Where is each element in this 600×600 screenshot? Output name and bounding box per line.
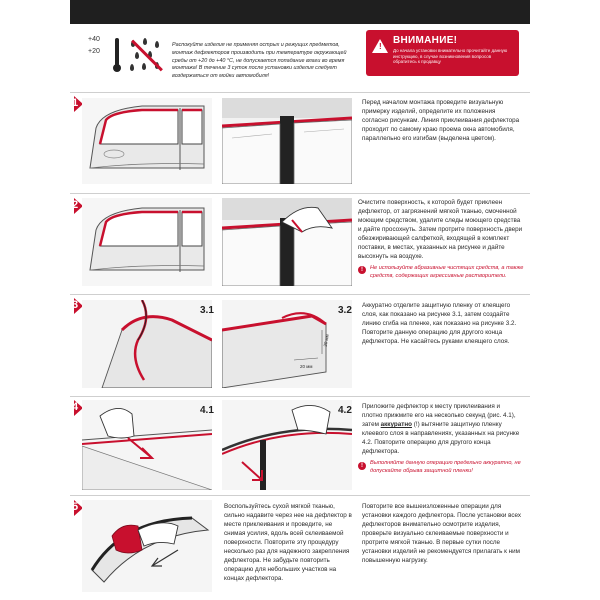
- thermometer-icon: [113, 38, 121, 74]
- step-4-text-part-1: Приложите дефлектор к месту приклеивания и плотно прижмите его на несколько секунд (рис. 4.1), затем: [362, 403, 516, 428]
- step-3-image-b: [222, 300, 352, 388]
- step-5-number: 5: [72, 501, 79, 513]
- step-4-label-a: 4.1: [200, 405, 214, 416]
- step-2-note: Не используйте абразивные чистящих средств, а также средств, содержащих агрессивные растворители.: [370, 265, 524, 279]
- step-1-text: Перед началом монтажа проведите визуальную примерку изделий, определите их положения согласно рисункам. Линия приклеивания дефлектора проходит по самому краю проема окна автомобиля, параллельно его изгибам (выделена цветом).: [362, 99, 520, 142]
- step-1-image-a: [82, 98, 212, 184]
- step-3-image-a: [82, 300, 212, 388]
- step-1-image-b: [222, 98, 352, 184]
- step-4-image-a: [82, 400, 212, 490]
- divider: [70, 294, 530, 295]
- step-4-text-part-2: (!) вытяните защитную пленку клеевого слоя в направлениях, указанных на рисунке 4.2. Повторите операцию для другого конца дефлектора.: [362, 421, 520, 455]
- step-2-text: Очистите поверхность, к которой будет приклеен дефлектор, от загрязнений мягкой тканью, смоченной моющим средством, удалите следы моющего средства и дайте просохнуть. Затем протрите поверхность двери обезжиривающей салфеткой, входящей в комплект поставки, в местах, указанных на рисунке и дайте высохнуть на воздухе.: [358, 199, 523, 260]
- divider: [70, 495, 530, 496]
- step-4-number: 4: [72, 401, 79, 413]
- divider: [70, 92, 530, 93]
- intro-text: Распокуйте изделия не применяя острых и режущих предметов, монтаж дефлекторов производить при температуре окружающей среды от +20 до +40 °С, не допускается попадание влаги во время монтажа! В течение 3 суток после установки изделия следует воздержаться от мойки автомобиля!: [172, 42, 347, 80]
- top-dark-band: [70, 0, 530, 24]
- temp-low: +20: [88, 48, 100, 55]
- step-3-text: Аккуратно отделите защитную пленку от клеящего слоя, как показано на рисунке 3.1, затем создайте линию сгиба на пленке, как показано на рисунке 3.2. Повторите данную операцию для другого конца дефлектора. Не касайтесь руками клеящего слоя.: [362, 302, 517, 345]
- divider: [70, 193, 530, 194]
- step-3-dim-vertical: 20 мм: [322, 333, 330, 348]
- warning-icon: !: [372, 39, 388, 53]
- step-1-number: 1: [72, 97, 79, 109]
- step-4-label-b: 4.2: [338, 405, 352, 416]
- step-5-image: [82, 500, 212, 592]
- warning-text: До начала установки внимательно прочитайте данную инструкцию, в случае возникновения вопросов обратитесь к продавцу: [393, 48, 508, 64]
- step-3-number: 3: [72, 299, 79, 311]
- step-2-image-a: [82, 198, 212, 286]
- step-2-image-b: [222, 198, 352, 286]
- warning-box: [366, 30, 519, 76]
- step-4-text-emphasis: аккуратно: [380, 421, 412, 428]
- no-rain-icon: [128, 38, 164, 74]
- step-3-dim-horizontal: 20 мм: [300, 364, 313, 369]
- step-2-number: 2: [72, 199, 79, 211]
- temp-high: +40: [88, 36, 100, 43]
- step-4-image-b: [222, 400, 352, 490]
- warning-title: ВНИМАНИЕ!: [393, 35, 458, 46]
- step-4-note: Выполняйте данную операцию предельно аккуратно, не допускайте обрыва защитной пленки!: [370, 460, 521, 474]
- step-3-label-a: 3.1: [200, 305, 214, 316]
- step-4-text: [362, 402, 522, 456]
- divider: [70, 396, 530, 397]
- no-abrasive-icon: !: [358, 266, 366, 274]
- step-5-text-right: Повторите все вышеизложенные операции для установки каждого дефлектора. После установки всех дефлекторов внимательно осмотрите изделия, проверьте визуально склеиваемые поверхности и протрите мягкой тканью. В первые сутки после установки изделий не рекомендуется прилагать к ним повышенную нагрузку.: [362, 503, 522, 564]
- careful-icon: !: [358, 462, 366, 470]
- step-5-text-middle: Воспользуйтесь сухой мягкой тканью, сильно надавите через нее на дефлектор в месте приклеивания и проведите, не снимая усилия, вдоль всей склеиваемой поверхности. Повторите эту процедуру несколько раз для надежного закрепления дефлектора. Не забудьте повторить операцию для небольших участков на концах дефлектора.: [224, 503, 352, 582]
- temperature-range: [88, 34, 110, 58]
- step-3-label-b: 3.2: [338, 305, 352, 316]
